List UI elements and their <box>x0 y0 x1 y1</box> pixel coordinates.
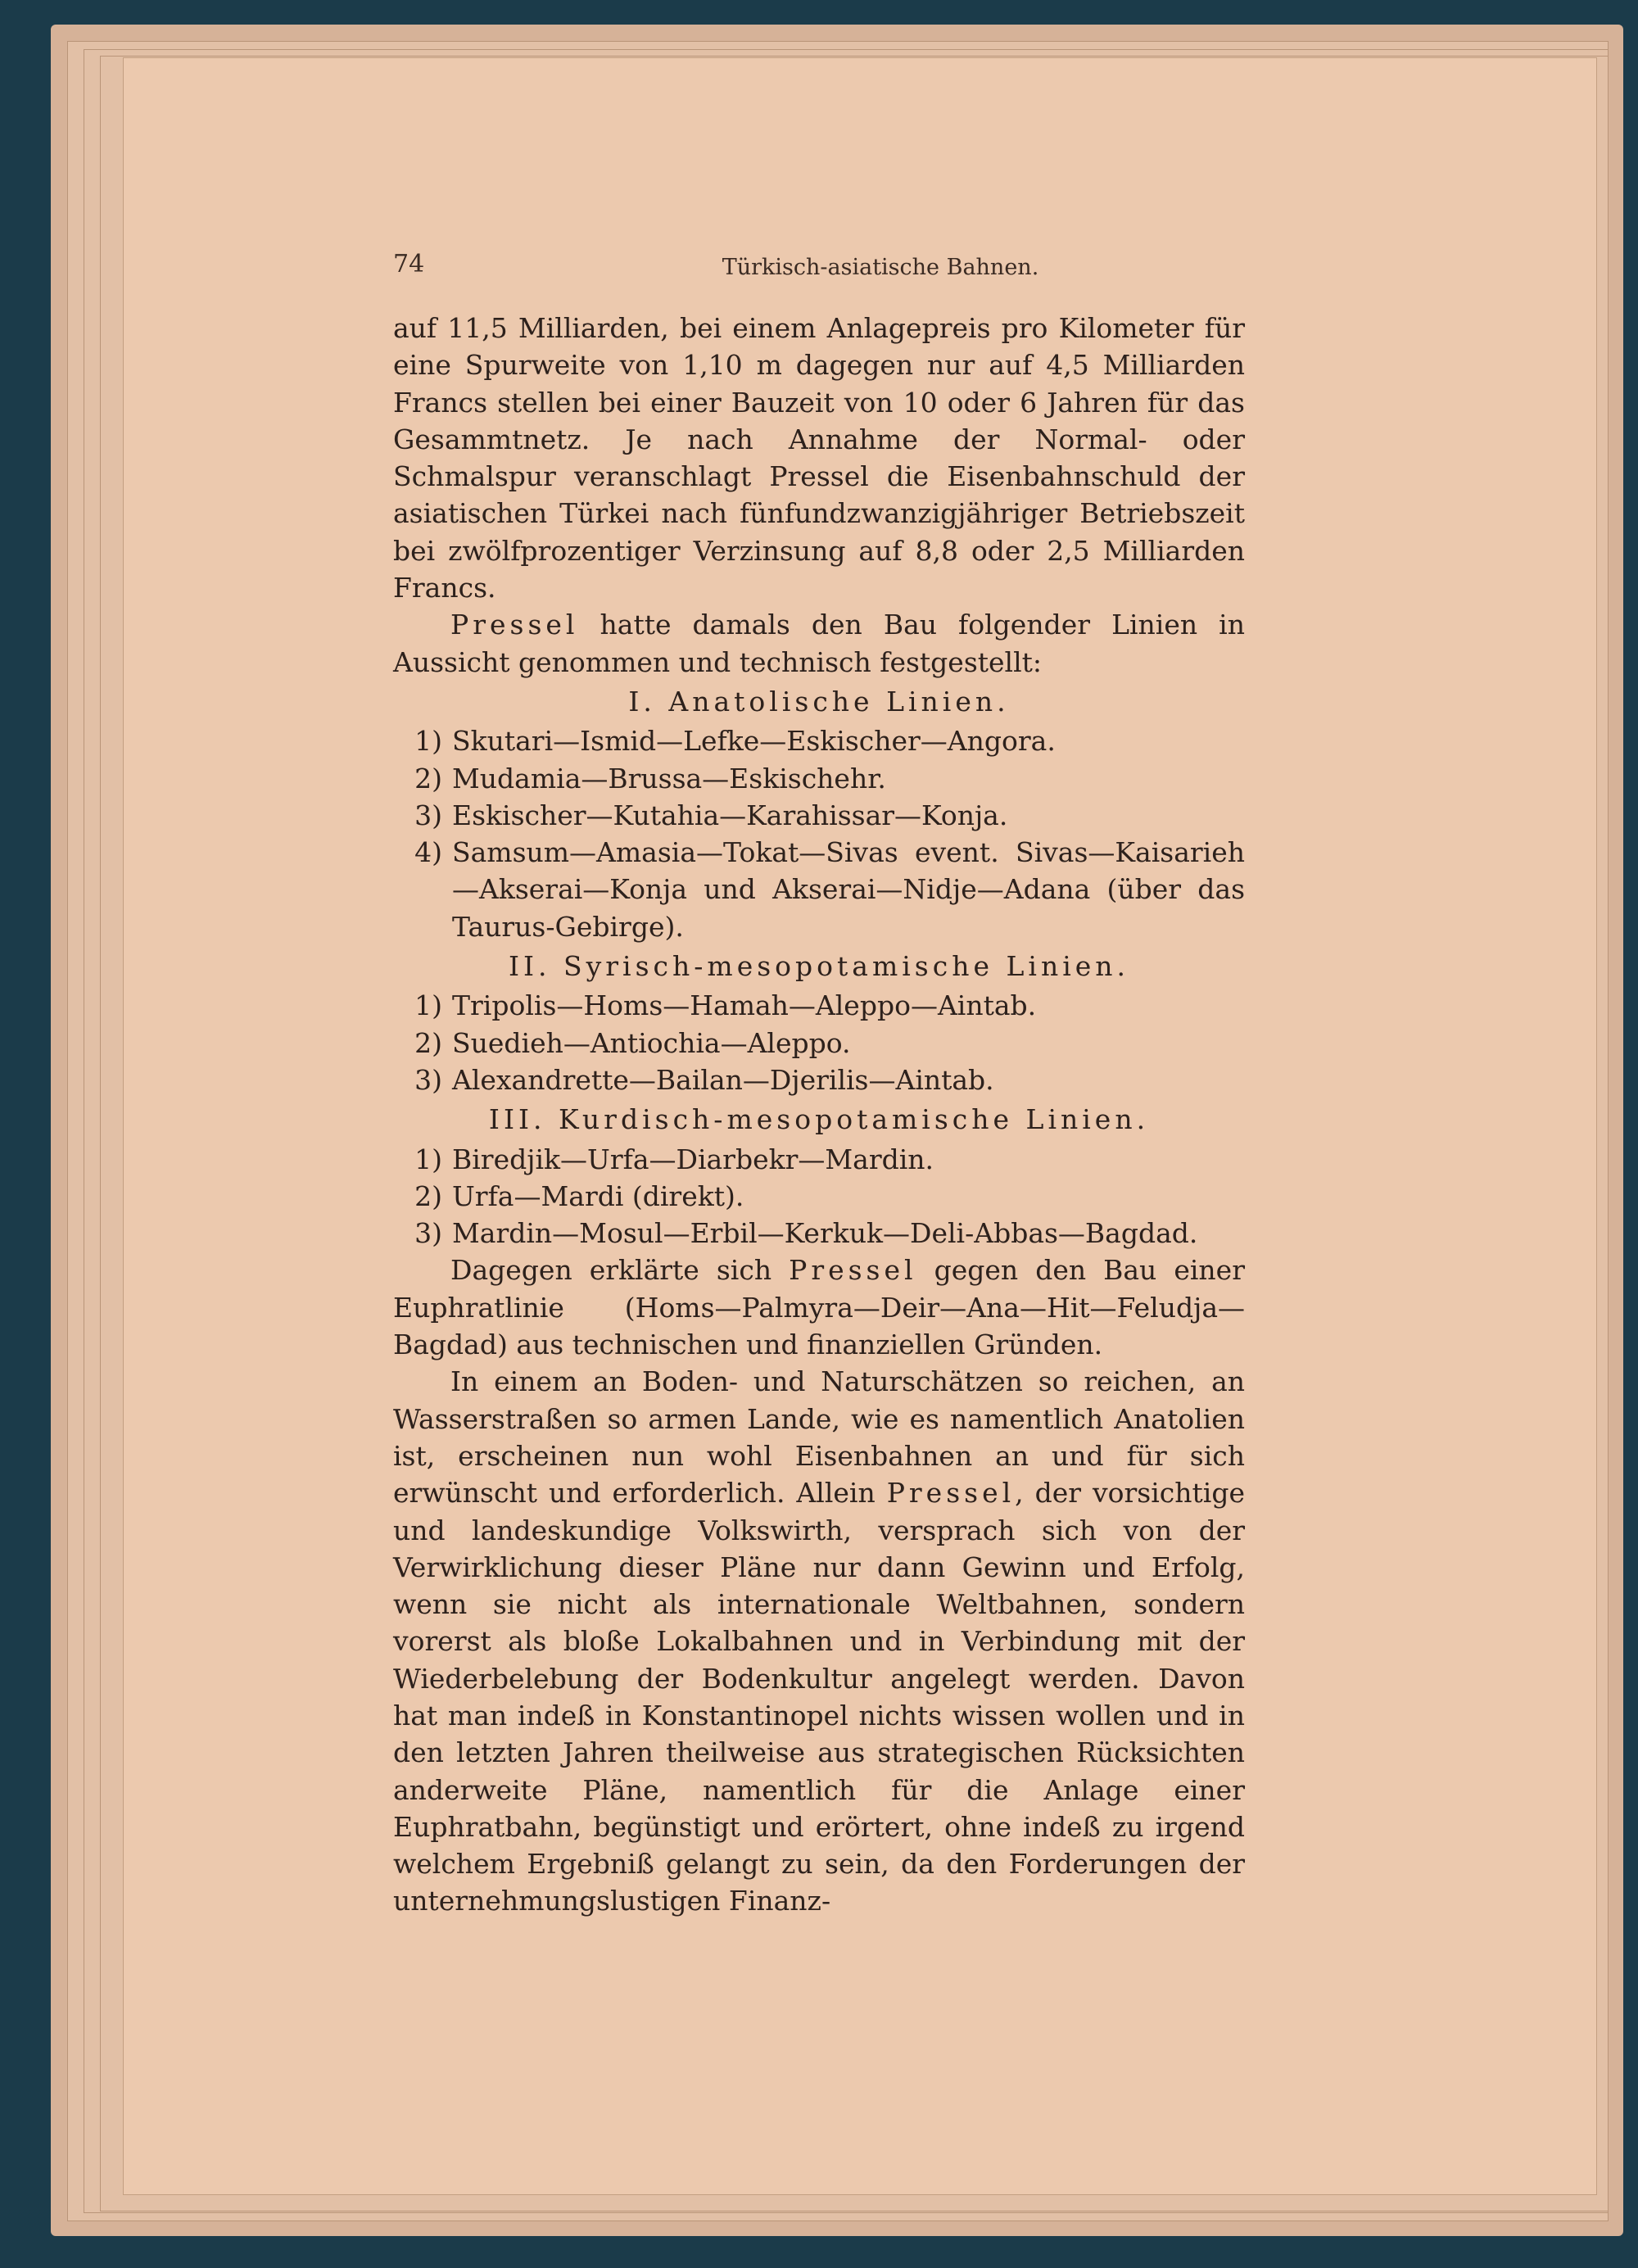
list-text: Eskischer—Kutahia—Karahissar—Konja. <box>452 799 1008 831</box>
list-item <box>393 797 1245 834</box>
list-item <box>393 1215 1245 1252</box>
list-item <box>393 760 1245 797</box>
paragraph-text: In einem an Boden- und Naturschätzen so reichen, an Wasserstraßen so armen Lande, wie es namentlich Anatolien ist, erscheinen nun wohl Eisenbahnen an und für sich erwünscht und erforderlich. Allein <box>393 1365 1245 1510</box>
paragraph <box>393 1363 1245 1919</box>
list-item <box>393 1141 1245 1178</box>
paragraph-text: gegen den Bau einer Euphratlinie (Homs—Palmyra—Deir—Ana—Hit—Feludja—Bagdad) aus technischen und finanziellen Gründen. <box>393 1254 1245 1361</box>
running-title: Türkisch-asiatische Bahnen. <box>722 255 1039 280</box>
list-text: Skutari—Ismid—Lefke—Eskischer—Angora. <box>452 725 1056 758</box>
list-text: Samsum—Amasia—Tokat—Sivas event. Sivas—Kaisarieh—Akserai—Konja und Akserai—Nidje—Adana (über das Taurus-Gebirge). <box>452 836 1245 943</box>
list-item <box>393 1025 1245 1062</box>
paragraph <box>393 1252 1245 1363</box>
person-name: Pressel <box>450 609 579 641</box>
list-text: Suedieh—Antiochia—Aleppo. <box>452 1026 851 1059</box>
section-heading: I. Anatolische Linien. <box>628 685 1010 718</box>
section-heading: II. Syrisch-mesopotamische Linien. <box>508 950 1130 983</box>
list-item <box>393 722 1245 759</box>
person-name: Pressel <box>789 1254 917 1287</box>
paragraph-text: hatte damals den Bau folgender Linien in Aussicht genommen und technisch festgestellt: <box>393 609 1245 678</box>
list-text: Tripolis—Homs—Hamah—Aleppo—Aintab. <box>452 989 1037 1022</box>
list-text: Alexandrette—Bailan—Djerilis—Aintab. <box>452 1063 994 1096</box>
person-name: Pressel <box>886 1477 1016 1510</box>
list-number: 3) <box>414 799 442 831</box>
list-item <box>393 834 1245 945</box>
list-number: 3) <box>414 1217 442 1250</box>
list-number: 2) <box>414 762 442 794</box>
list-number: 2) <box>414 1026 442 1059</box>
list-number: 2) <box>414 1179 442 1212</box>
paragraph <box>393 606 1245 681</box>
list-text: Biredjik—Urfa—Diarbekr—Mardin. <box>452 1143 934 1175</box>
list-text: Mudamia—Brussa—Eskischehr. <box>452 762 886 794</box>
page-number: 74 <box>393 250 425 278</box>
list-number: 3) <box>414 1063 442 1096</box>
list-number: 1) <box>414 1143 442 1175</box>
paragraph: auf 11,5 Milliarden, bei einem Anlagepreis pro Kilometer für eine Spurweite von 1,10 m dagegen nur auf 4,5 Milliarden Francs stellen bei einer Bauzeit von 10 oder 6 Jahren für das Gesammtnetz. Je nach Annahme der Normal- oder Schmalspur veranschlagt Pressel die Eisenbahnschuld der asiatischen Türkei nach fünfundzwanzigjähriger Betriebszeit bei zwölfprozentiger Verzinsung auf 8,8 oder 2,5 Milliarden Francs. <box>393 312 1245 604</box>
list-text: Urfa—Mardi (direkt). <box>452 1179 744 1212</box>
paragraph-text: Dagegen erklärte sich <box>450 1254 772 1287</box>
list-item <box>393 1062 1245 1098</box>
paragraph-text: , der vorsichtige und landeskundige Volkswirth, versprach sich von der Verwirklichung dieser Pläne nur dann Gewinn und Erfolg, wenn sie nicht als internationale Weltbahnen, sondern vorerst als bloße Lokalbahnen und in Verbindung mit der Wiederbelebung der Bodenkultur angelegt werden. Davon hat man indeß in Konstantinopel nichts wissen wollen und in den letzten Jahren theilweise aus strategischen Rücksichten anderweite Pläne, namentlich für die Anlage einer Euphratbahn, begünstigt und erörtert, ohne indeß zu irgend welchem Ergebniß gelangt zu sein, da den Forderungen der unternehmungslustigen Finanz- <box>393 1477 1245 1917</box>
body-text <box>393 310 1245 1920</box>
list-number: 1) <box>414 725 442 758</box>
list-text: Mardin—Mosul—Erbil—Kerkuk—Deli-Abbas—Bagdad. <box>452 1217 1198 1250</box>
section-heading: III. Kurdisch-mesopotamische Linien. <box>488 1103 1150 1136</box>
list-number: 1) <box>414 989 442 1022</box>
page-header <box>393 250 1368 283</box>
list-item <box>393 987 1245 1024</box>
list-item <box>393 1178 1245 1215</box>
list-number: 4) <box>414 836 442 869</box>
